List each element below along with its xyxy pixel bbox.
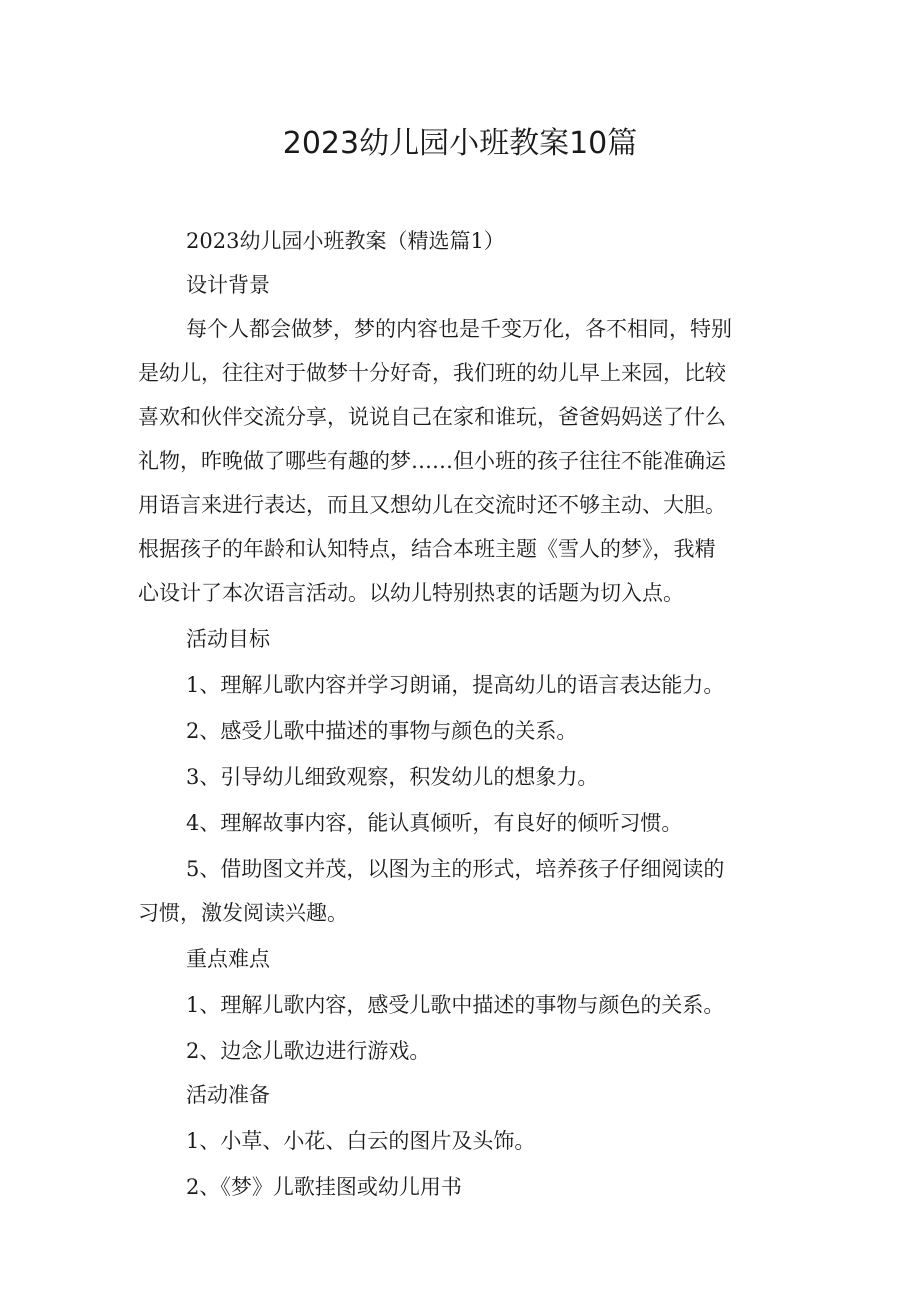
paragraph-line: 是幼儿，往往对于做梦十分好奇，我们班的幼儿早上来园，比较 — [138, 361, 726, 385]
section-heading-background: 设计背景 — [186, 273, 270, 297]
list-item-continuation: 习惯，激发阅读兴趣。 — [138, 901, 348, 925]
lesson-subtitle: 2023幼儿园小班教案（精选篇1） — [186, 229, 505, 253]
document-body — [138, 219, 788, 1209]
list-item: 4、理解故事内容，能认真倾听，有良好的倾听习惯。 — [186, 811, 683, 835]
list-item: 1、理解儿歌内容，感受儿歌中描述的事物与颜色的关系。 — [186, 993, 725, 1017]
key-points-list — [138, 983, 788, 1073]
section-heading-key-points: 重点难点 — [186, 947, 270, 971]
list-item: 5、借助图文并茂，以图为主的形式，培养孩子仔细阅读的 — [186, 857, 725, 881]
section-heading-goals: 活动目标 — [186, 627, 270, 651]
preparation-list — [138, 1119, 788, 1209]
list-item: 2、感受儿歌中描述的事物与颜色的关系。 — [186, 719, 578, 743]
section-heading-preparation: 活动准备 — [186, 1083, 270, 1107]
paragraph-line: 心设计了本次语言活动。以幼儿特别热衷的话题为切入点。 — [138, 581, 684, 605]
list-item: 1、理解儿歌内容并学习朗诵，提高幼儿的语言表达能力。 — [186, 673, 725, 697]
document-title: 2023幼儿园小班教案10篇 — [282, 126, 638, 161]
list-item: 1、小草、小花、白云的图片及头饰。 — [186, 1129, 536, 1153]
list-item: 3、引导幼儿细致观察，积发幼儿的想象力。 — [186, 765, 599, 789]
paragraph-line: 用语言来进行表达，而且又想幼儿在交流时还不够主动、大胆。 — [138, 493, 726, 517]
paragraph-line: 礼物，昨晚做了哪些有趣的梦……但小班的孩子往往不能准确运 — [138, 449, 726, 473]
paragraph-line: 根据孩子的年龄和认知特点，结合本班主题《雪人的梦》，我精 — [138, 537, 716, 561]
background-paragraph — [138, 307, 788, 615]
paragraph-line: 喜欢和伙伴交流分享，说说自己在家和谁玩，爸爸妈妈送了什么 — [138, 405, 726, 429]
list-item: 2、边念儿歌边进行游戏。 — [186, 1039, 431, 1063]
goals-list — [138, 663, 788, 935]
paragraph-line: 每个人都会做梦，梦的内容也是千变万化，各不相同，特别 — [186, 317, 732, 341]
list-item: 2、《梦》儿歌挂图或幼儿用书 — [186, 1175, 462, 1199]
